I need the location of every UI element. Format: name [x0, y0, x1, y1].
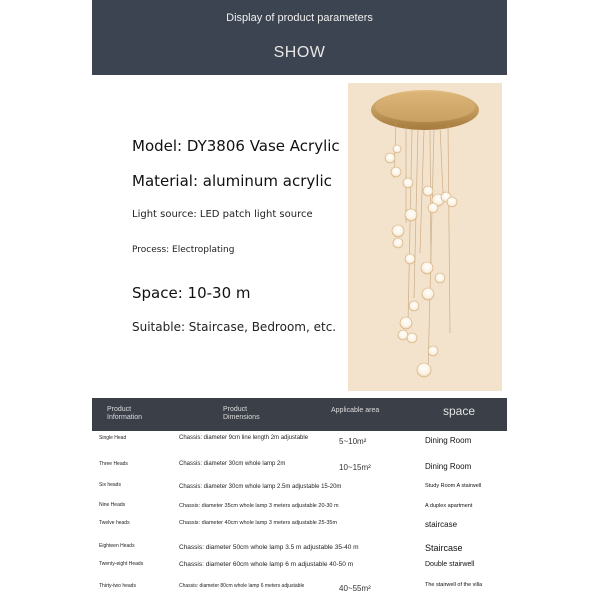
header-applicable-area: Applicable area: [331, 407, 380, 414]
row-chassis: Chassis: diameter 35cm whole lamp 3 meters adjustable 20-30 m: [179, 503, 339, 509]
row-space: Staircase: [425, 543, 463, 553]
row-space: A duplex apartment: [425, 503, 473, 509]
row-space: Dining Room: [425, 436, 472, 445]
chandelier-image: [348, 83, 502, 391]
spec-material: Material: aluminum acrylic: [132, 172, 332, 190]
row-chassis: Chassis: diameter 50cm whole lamp 3.5 m adjustable 35-40 m: [179, 544, 359, 551]
row-name: Three Heads: [99, 461, 128, 467]
table-row: [92, 561, 507, 581]
table-row: [92, 543, 507, 563]
spec-light-source: Light source: LED patch light source: [132, 209, 313, 220]
table-row: [92, 435, 507, 455]
spec-space: Space: 10-30 m: [132, 284, 251, 302]
row-area: 40~55m²: [339, 584, 371, 593]
row-space: Dining Room: [425, 462, 472, 471]
spec-suitable: Suitable: Staircase, Bedroom, etc.: [132, 320, 337, 334]
row-name: Thirty-two heads: [99, 583, 136, 589]
row-space: staircase: [425, 520, 458, 529]
table-row: [92, 583, 507, 603]
row-space: The stairwell of the villa: [425, 582, 483, 588]
row-space: Double stairwell: [425, 561, 475, 568]
row-name: Eighteen Heads: [99, 543, 135, 549]
table-row: [92, 502, 507, 522]
row-space: Study Room A stairwell: [425, 483, 482, 489]
row-name: Twelve heads: [99, 520, 130, 526]
table-row: [92, 520, 507, 540]
row-area: 5~10m²: [339, 437, 367, 446]
row-name: Single Head: [99, 435, 127, 441]
spec-model: Model: DY3806 Vase Acrylic: [132, 137, 340, 155]
table-row: [92, 482, 507, 502]
header-space: space: [443, 404, 476, 418]
row-name: Six heads: [99, 482, 121, 488]
row-chassis: Chassis: diameter 40cm whole lamp 3 meters adjustable 25-35m: [179, 520, 338, 526]
table-header: [92, 398, 507, 431]
row-chassis: Chassis: diameter 9cm line length 2m adjustable: [179, 435, 309, 441]
row-chassis: Chassis: diameter 60cm whole lamp 6 m adjustable 40-50 m: [179, 561, 354, 568]
spec-process: Process: Electroplating: [132, 245, 235, 255]
header-title: SHOW: [273, 44, 326, 61]
row-name: Twenty-eight Heads: [99, 561, 144, 567]
header-subtitle: Display of product parameters: [226, 12, 373, 24]
row-area: 10~15m²: [339, 463, 371, 472]
header-banner: [92, 0, 507, 75]
row-name: Nine Heads: [99, 502, 126, 508]
row-chassis: Chassis: diameter 80cm whole lamp 6 meters adjustable: [179, 583, 305, 589]
parameter-table: [92, 398, 507, 593]
row-chassis: Chassis: diameter 30cm whole lamp 2.5m adjustable 15-20m: [179, 484, 342, 490]
chandelier-photo: [348, 83, 502, 391]
row-chassis: Chassis: diameter 30cm whole lamp 2m: [179, 461, 286, 467]
table-row: [92, 460, 507, 480]
header-product-dimensions: Product Dimensions: [223, 406, 260, 421]
header-product-information: Product Information: [107, 406, 143, 421]
